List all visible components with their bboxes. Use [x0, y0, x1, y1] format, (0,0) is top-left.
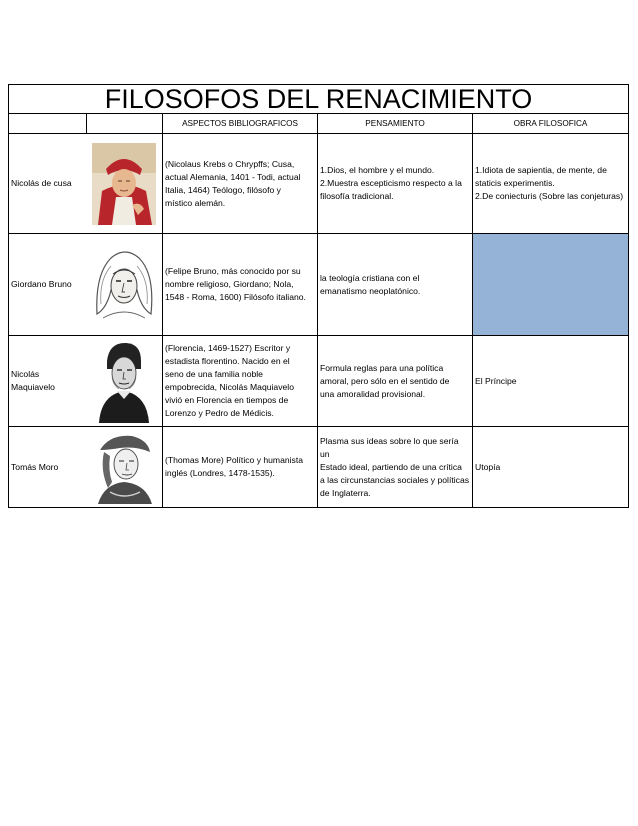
table-row: [9, 336, 629, 427]
portrait-nicolas-de-cusa: [92, 143, 156, 225]
obra-cell: [473, 234, 629, 336]
header-aspectos: ASPECTOS BIBLIOGRAFICOS: [163, 114, 318, 134]
aspectos-cell: (Felipe Bruno, más conocido por su nombre religioso, Giordano; Nola, 1548 - Roma, 1600) Filósofo italiano.: [163, 234, 318, 336]
portrait-cell: [87, 427, 163, 508]
aspectos-cell: (Nicolaus Krebs o Chrypffs; Cusa, actual Alemania, 1401 - Todi, actual Italia, 1464) Teólogo, filósofo y místico alemán.: [163, 134, 318, 234]
philosopher-name: Nicolás de cusa: [9, 134, 87, 234]
aspectos-cell: (Thomas More) Político y humanista inglés (Londres, 1478-1535).: [163, 427, 318, 508]
table-row: [9, 427, 629, 508]
philosopher-name: Giordano Bruno: [9, 234, 87, 336]
sheet-title: FILOSOFOS DEL RENACIMIENTO: [9, 85, 629, 114]
philosopher-name: Tomás Moro: [9, 427, 87, 508]
aspectos-cell: (Florencia, 1469-1527) Escritor y estadista florentino. Nacido en el seno de una familia noble empobrecida, Nicolás Maquiavelo vivió en Florencia en tiempos de Lorenzo y Pedro de Médicis.: [163, 336, 318, 427]
header-cell-portrait: [87, 114, 163, 134]
header-row: [9, 114, 629, 134]
obra-cell: 1.Idiota de sapientia, de mente, de staticis experimentis. 2.De coniecturis (Sobre las conjeturas): [473, 134, 629, 234]
obra-cell: El Príncipe: [473, 336, 629, 427]
philosophers-table: [8, 84, 629, 508]
header-cell-name: [9, 114, 87, 134]
portrait-tomas-moro: [90, 430, 158, 504]
table-row: [9, 134, 629, 234]
portrait-giordano-bruno: [89, 244, 159, 326]
portrait-nicolas-maquiavelo: [95, 339, 153, 423]
pensamiento-cell: Formula reglas para una política amoral, pero sólo en el sentido de una amoralidad provisional.: [318, 336, 473, 427]
philosopher-name: Nicolás Maquiavelo: [9, 336, 87, 427]
obra-cell: Utopía: [473, 427, 629, 508]
portrait-cell: [87, 336, 163, 427]
portrait-cell: [87, 234, 163, 336]
pensamiento-cell: la teología cristiana con el emanatismo neoplatónico.: [318, 234, 473, 336]
portrait-cell: [87, 134, 163, 234]
header-obra: OBRA FILOSOFICA: [473, 114, 629, 134]
table-row: [9, 234, 629, 336]
pensamiento-cell: Plasma sus ideas sobre lo que sería un Estado ideal, partiendo de una crítica a las circunstancias sociales y políticas de Inglaterra.: [318, 427, 473, 508]
header-pensamiento: PENSAMIENTO: [318, 114, 473, 134]
pensamiento-cell: 1.Dios, el hombre y el mundo. 2.Muestra escepticismo respecto a la filosofía tradicional.: [318, 134, 473, 234]
